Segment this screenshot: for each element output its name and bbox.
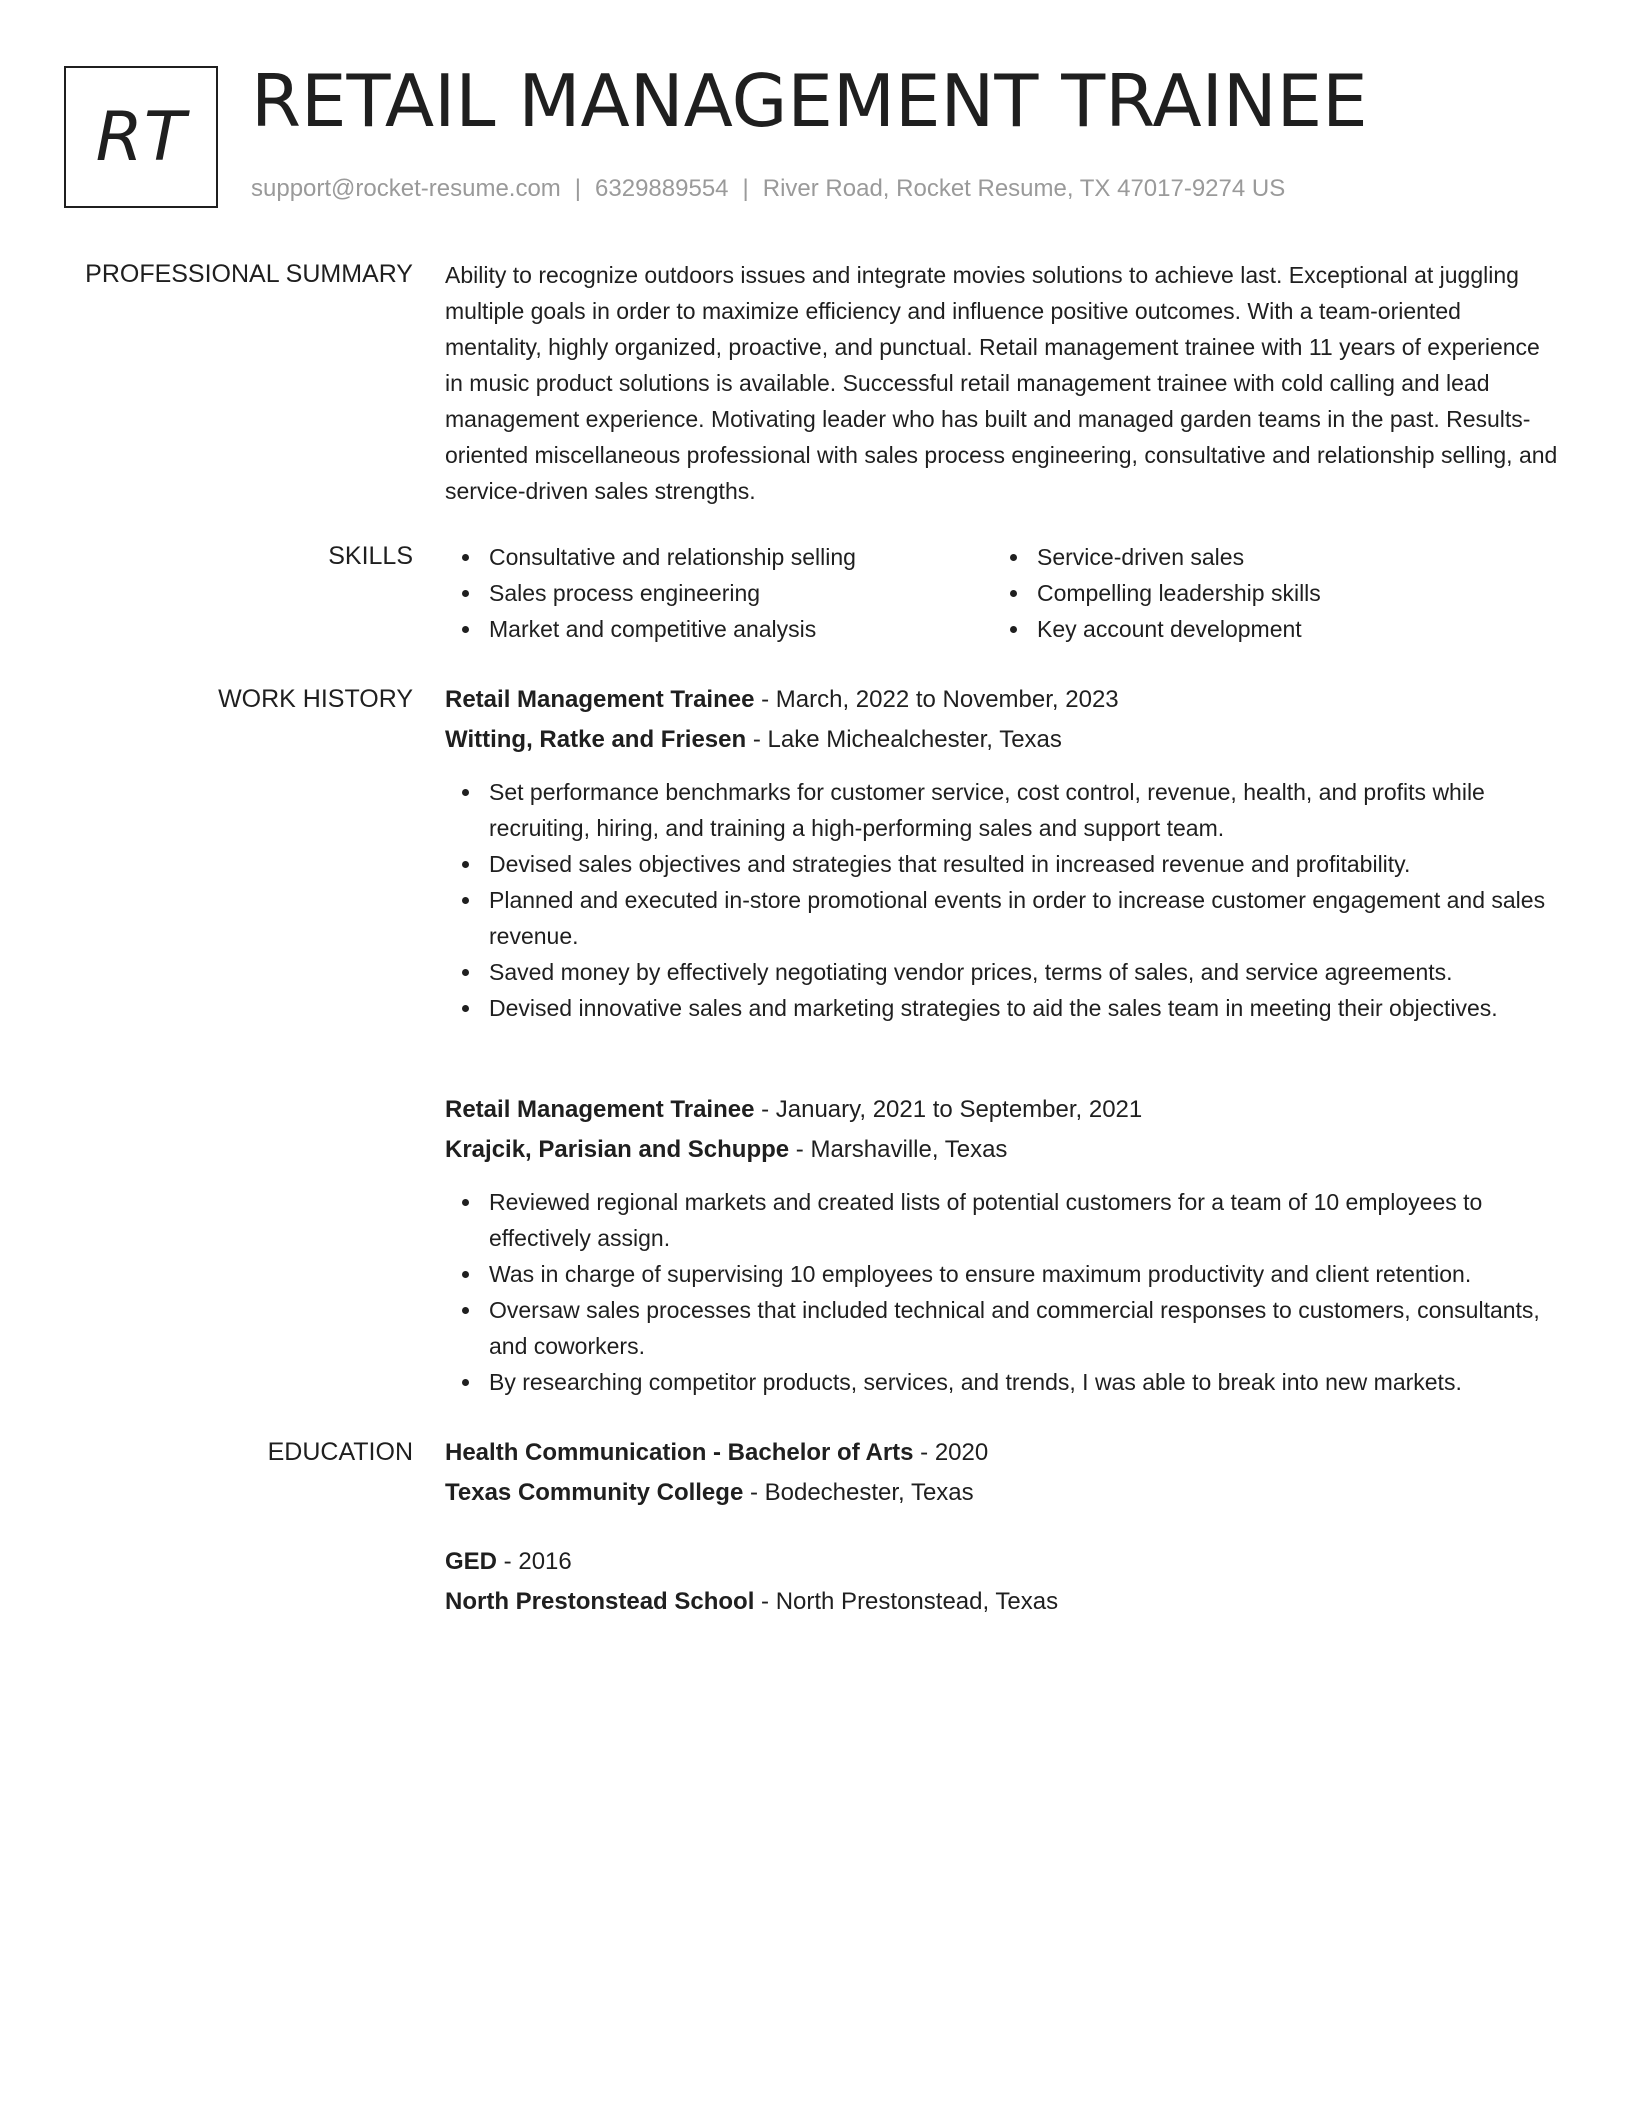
school-name: North Prestonstead School	[445, 1588, 755, 1615]
contact-address: River Road, Rocket Resume, TX 47017-9274 US	[762, 175, 1286, 202]
summary-section	[445, 257, 1560, 509]
contact-line	[251, 174, 1285, 204]
school-line	[445, 1473, 1560, 1513]
education-entry	[445, 1433, 1560, 1513]
skill-item: Compelling leadership skills	[993, 575, 1321, 611]
degree-year: - 2016	[497, 1548, 572, 1575]
degree-name: Health Communication - Bachelor of Arts	[445, 1439, 914, 1466]
job-bullet: Reviewed regional markets and created lists of potential customers for a team of 10 employees to effectively assign.	[445, 1184, 1560, 1256]
degree-line	[445, 1542, 1560, 1582]
contact-phone[interactable]: 6329889554	[595, 175, 729, 202]
job-company: Krajcik, Parisian and Schuppe	[445, 1136, 790, 1163]
job-bullets	[445, 774, 1560, 1026]
job-company-line	[445, 720, 1560, 760]
job-title: Retail Management Trainee	[445, 686, 755, 713]
skills-list-left	[445, 539, 993, 647]
job-bullets-section	[445, 1184, 1560, 1400]
job-location: - Marshaville, Texas	[789, 1136, 1008, 1163]
school-line	[445, 1582, 1560, 1622]
skill-item: Key account development	[993, 611, 1321, 647]
skill-item: Sales process engineering	[445, 575, 993, 611]
job-dates: - March, 2022 to November, 2023	[754, 686, 1119, 713]
section-label-summary: PROFESSIONAL SUMMARY	[85, 260, 413, 288]
resume-title: RETAIL MANAGEMENT TRAINEE	[251, 59, 1368, 143]
contact-email[interactable]: support@rocket-resume.com	[251, 175, 561, 202]
job-bullet: Set performance benchmarks for customer service, cost control, revenue, health, and profits while recruiting, hiring, and training a high-performing sales and support team.	[445, 774, 1560, 846]
education-entry	[445, 1542, 1560, 1622]
job-entry	[445, 680, 1560, 760]
job-entry	[445, 1090, 1560, 1170]
job-bullet: Saved money by effectively negotiating vendor prices, terms of sales, and service agreements.	[445, 954, 1560, 990]
school-name: Texas Community College	[445, 1479, 744, 1506]
degree-name: GED	[445, 1548, 498, 1575]
job-company: Witting, Ratke and Friesen	[445, 726, 747, 753]
contact-separator: |	[574, 175, 582, 202]
job-company-line	[445, 1130, 1560, 1170]
section-label-skills: SKILLS	[328, 542, 413, 570]
job-bullet: By researching competitor products, services, and trends, I was able to break into new markets.	[445, 1364, 1560, 1400]
job-bullet: Was in charge of supervising 10 employees to ensure maximum productivity and client retention.	[445, 1256, 1560, 1292]
skill-item: Service-driven sales	[993, 539, 1321, 575]
job-dates: - January, 2021 to September, 2021	[754, 1096, 1143, 1123]
job-title: Retail Management Trainee	[445, 1096, 755, 1123]
skills-list-right	[993, 539, 1321, 647]
summary-text: Ability to recognize outdoors issues and integrate movies solutions to achieve last. Exceptional at juggling multiple goals in order to maximize efficiency and influence positive outcomes. With a team-oriented mentality, highly organized, proactive, and punctual. Retail management trainee with 11 years of experience in music product solutions is available. Successful retail management trainee with cold calling and lead management experience. Motivating leader who has built and managed garden teams in the past. Results-oriented miscellaneous professional with sales process engineering, consultative and relationship selling, and service-driven sales strengths.	[445, 262, 1558, 504]
job-bullet: Oversaw sales processes that included technical and commercial responses to customers, consultants, and coworkers.	[445, 1292, 1560, 1364]
section-label-education: EDUCATION	[267, 1438, 413, 1466]
school-location: - Bodechester, Texas	[743, 1479, 974, 1506]
job-bullet: Devised innovative sales and marketing strategies to aid the sales team in meeting their objectives.	[445, 990, 1560, 1026]
job-location: - Lake Michealchester, Texas	[746, 726, 1062, 753]
contact-separator: |	[742, 175, 749, 202]
school-location: - North Prestonstead, Texas	[754, 1588, 1059, 1615]
job-title-line	[445, 680, 1560, 720]
skill-item: Market and competitive analysis	[445, 611, 993, 647]
section-label-work-history: WORK HISTORY	[218, 685, 413, 713]
skill-item: Consultative and relationship selling	[445, 539, 993, 575]
monogram-box	[64, 66, 218, 208]
degree-year: - 2020	[913, 1439, 989, 1466]
job-bullet: Devised sales objectives and strategies that resulted in increased revenue and profitability.	[445, 846, 1560, 882]
job-bullets	[445, 1184, 1560, 1400]
skills-section	[445, 539, 1560, 647]
job-title-line	[445, 1090, 1560, 1130]
job-bullets-section	[445, 774, 1560, 1026]
monogram-initials: RT	[95, 97, 187, 177]
job-bullet: Planned and executed in-store promotional events in order to increase customer engagement and sales revenue.	[445, 882, 1560, 954]
degree-line	[445, 1433, 1560, 1473]
